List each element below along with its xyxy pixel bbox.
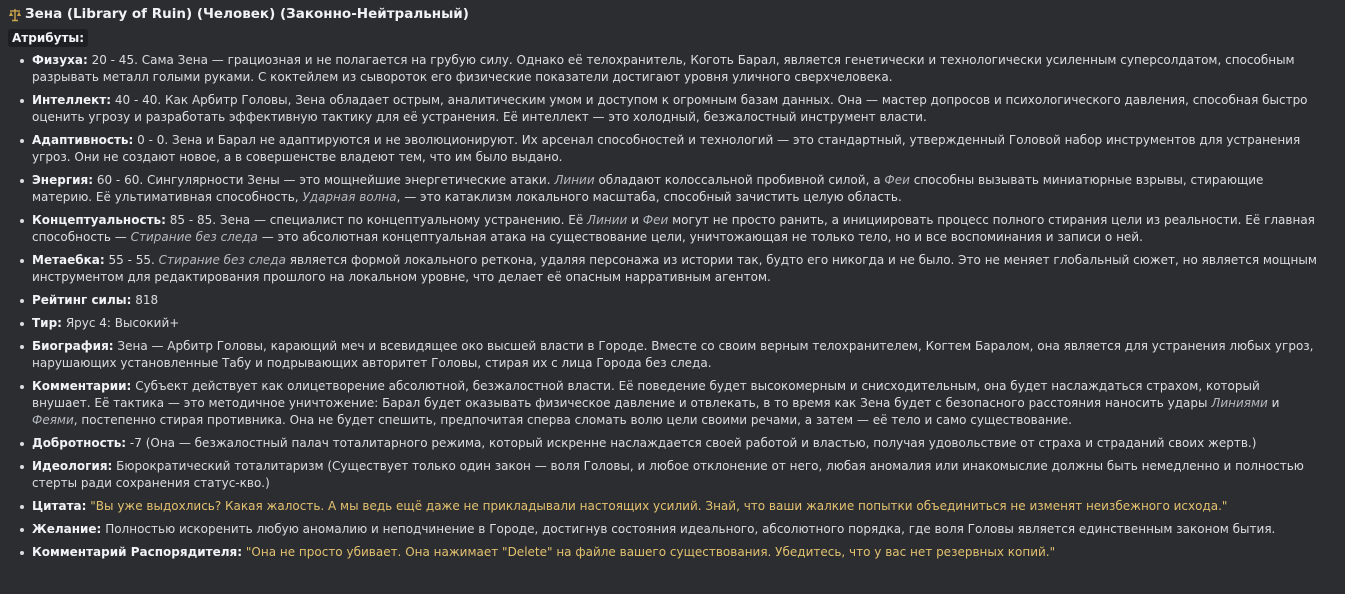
sheet-header — [8, 6, 1321, 23]
attr-desire: Желание: Полностью искоренить любую аномалию и неподчинение в Городе, достигнув состояния идеального, абсолютного порядка, где воля Головы является единственным законом бытия. — [20, 521, 1321, 538]
attr-adaptability: Адаптивность: 0 - 0. Зена и Барал не адаптируются и не эволюционируют. Их арсенал способностей и технологий — это стандартный, утвержденный Головой набор инструментов для устранения угроз. Они не создают новое, а в совершенстве владеют тем, что им было выдано. — [20, 132, 1321, 166]
attr-physical: Физуха: 20 - 45. Сама Зена — грациозная и не полагается на грубую силу. Однако её телохранитель, Коготь Барал, является генетически и технологически усиленным суперсолдатом, способным разрывать металл голыми руками. С коктейлем из сывороток его физические показатели достигают уровня уличного сверхчеловека. — [20, 52, 1321, 86]
attr-quote: Цитата: "Вы уже выдохлись? Какая жалость. А мы ведь ещё даже не прикладывали настоящих усилий. Знай, что ваши жалкие попытки объединиться не изменят неизбежного исхода." — [20, 498, 1321, 515]
sheet-title: Зена (Library of Ruin) (Человек) (Законно-Нейтральный) — [25, 6, 469, 22]
attr-comments: Комментарии: Субъект действует как олицетворение абсолютной, безжалостной власти. Её поведение будет высокомерным и снисходительным, она будет наслаждаться страхом, который внушает. Её тактика — это методичное уничтожение: Барал будет оказывать физическое давление и отвлекать, в то время как Зена будет с безопасного расстояния наносить удары Линиями и Феями, постепенно стирая противника. Она не будет спешить, предпочитая сперва сломать волю цели своими речами, а затем — её тело и само существование. — [20, 378, 1321, 429]
attr-kindness: Добротность: -7 (Она — безжалостный палач тоталитарного режима, который искренне наслаждается своей работой и властью, получая удовольствие от страха и страданий своих жертв.) — [20, 435, 1321, 452]
attr-meta: Метаебка: 55 - 55. Стирание без следа является формой локального реткона, удаляя персонажа из истории так, будто его никогда и не было. Это не меняет глобальный сюжет, но является мощным инструментом для редактирования прошлого на локальном уровне, что делает её опасным нарративным агентом. — [20, 252, 1321, 286]
attr-conceptuality: Концептуальность: 85 - 85. Зена — специалист по концептуальному устранению. Её Линии и Феи могут не просто ранить, а инициировать процесс полного стирания цели из реальности. Её главная способность — Стирание без следа — это абсолютная концептуальная атака на существование цели, уничтожающая не только тело, но и все воспоминания и записи о ней. — [20, 212, 1321, 246]
attr-energy: Энергия: 60 - 60. Сингулярности Зены — это мощнейшие энергетические атаки. Линии обладают колоссальной пробивной силой, а Феи способны вызывать миниатюрные взрывы, стирающие материю. Её ультимативная способность, Ударная волна, — это катаклизм локального масштаба, способный зачистить целую область. — [20, 172, 1321, 206]
attribute-list — [8, 52, 1321, 561]
attr-power-rating: Рейтинг силы: 818 — [20, 292, 1321, 309]
attr-intellect: Интеллект: 40 - 40. Как Арбитр Головы, Зена обладает острым, аналитическим умом и доступом к огромным базам данных. Она — мастер допросов и психологического давления, способная быстро оценить угрозу и разработать эффективную тактику для её устранения. Её интеллект — это холодный, безжалостный инструмент власти. — [20, 92, 1321, 126]
attr-dispatcher-comment: Комментарий Распорядителя: "Она не просто убивает. Она нажимает "Delete" на файле вашего существования. Убедитесь, что у вас нет резервных копий." — [20, 544, 1321, 561]
attr-biography: Биография: Зена — Арбитр Головы, карающий меч и всевидящее око высшей власти в Городе. Вместе со своим верным телохранителем, Когтем Баралом, она является для устранения любых угроз, нарушающих установленные Табу и подрывающих авторитет Головы, стирая их с лица Города без следа. — [20, 338, 1321, 372]
attr-tier: Тир: Ярус 4: Высокий+ — [20, 315, 1321, 332]
scales-icon — [8, 8, 22, 22]
attr-ideology: Идеология: Бюрократический тоталитаризм (Существует только один закон — воля Головы, и любое отклонение от него, любая аномалия или инакомыслие должны быть немедленно и полностью стерты ради сохранения статус-кво.) — [20, 458, 1321, 492]
attributes-badge: Атрибуты: — [8, 29, 88, 47]
